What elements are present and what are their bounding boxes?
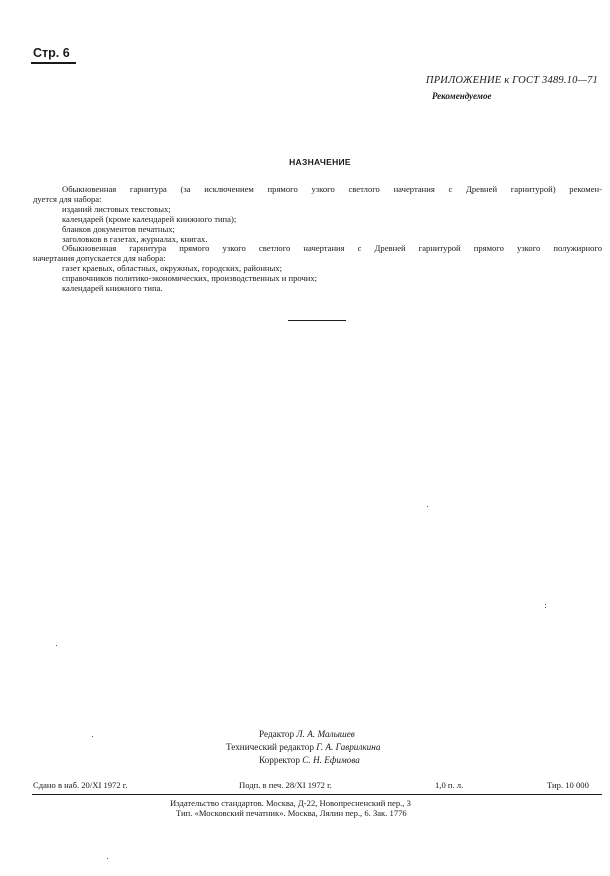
scan-speck <box>545 604 546 605</box>
scan-speck <box>92 736 93 737</box>
editor-label: Редактор <box>259 729 295 739</box>
scan-speck <box>107 858 108 859</box>
editor-name: Л. А. Малышев <box>296 729 355 739</box>
section-title: НАЗНАЧЕНИЕ <box>289 157 351 167</box>
imprint-circulation: Тир. 10 000 <box>547 780 589 790</box>
imprint-printer: Тип. «Московский печатник». Москва, Лялин пер., 6. Зак. 1776 <box>176 808 407 818</box>
section-end-rule <box>288 320 346 321</box>
imprint-sheets: 1,0 п. л. <box>435 780 464 790</box>
scan-speck <box>427 506 428 507</box>
paragraph-2-line-2: начертания допускается для набора: <box>33 253 166 263</box>
list-1-item: календарей (кроме календарей книжного типа); <box>62 214 237 224</box>
corrector-credit <box>259 755 360 765</box>
appendix-status: Рекомендуемое <box>432 91 492 101</box>
appendix-title: ПРИЛОЖЕНИЕ к ГОСТ 3489.10—71 <box>425 75 598 86</box>
tech-editor-name: Г. А. Гаврилкина <box>316 742 381 752</box>
page-number-underline <box>31 62 76 64</box>
scan-speck <box>56 645 57 646</box>
list-1-item: заголовков в газетах, журналах, книгах. <box>62 234 208 244</box>
list-1-item: бланков документов печатных; <box>62 224 175 234</box>
tech-editor-credit <box>226 742 380 752</box>
paragraph-1-line-2: дуется для набора: <box>33 194 102 204</box>
tech-editor-label: Технический редактор <box>226 742 314 752</box>
imprint-publisher: Издательство стандартов. Москва, Д-22, Новопресненский пер., 3 <box>170 798 411 808</box>
imprint-signed: Подп. в печ. 28/XI 1972 г. <box>239 780 332 790</box>
imprint-submitted: Сдано в наб. 20/XI 1972 г. <box>33 780 128 790</box>
paragraph-2-line-1: Обыкновенная гарнитура прямого узкого светлого начертания с Древней гарнитурой прямого узкого полужирного <box>62 243 602 253</box>
scan-speck <box>545 607 546 608</box>
list-2-item: календарей книжного типа. <box>62 283 163 293</box>
list-1-item: изданий листовых текстовых; <box>62 204 171 214</box>
imprint-rule <box>32 794 602 795</box>
corrector-label: Корректор <box>259 755 300 765</box>
list-2-item: справочников политико-экономических, производственных и прочих; <box>62 273 318 283</box>
corrector-name: С. Н. Ефимова <box>302 755 360 765</box>
editor-credit <box>259 729 355 739</box>
paragraph-1-line-1: Обыкновенная гарнитура (за исключением прямого узкого светлого начертания с Древней гарнитурой) рекомен- <box>62 184 602 194</box>
list-2-item: газет краевых, областных, окружных, городских, районных; <box>62 263 282 273</box>
page-number: Стр. 6 <box>33 46 70 60</box>
